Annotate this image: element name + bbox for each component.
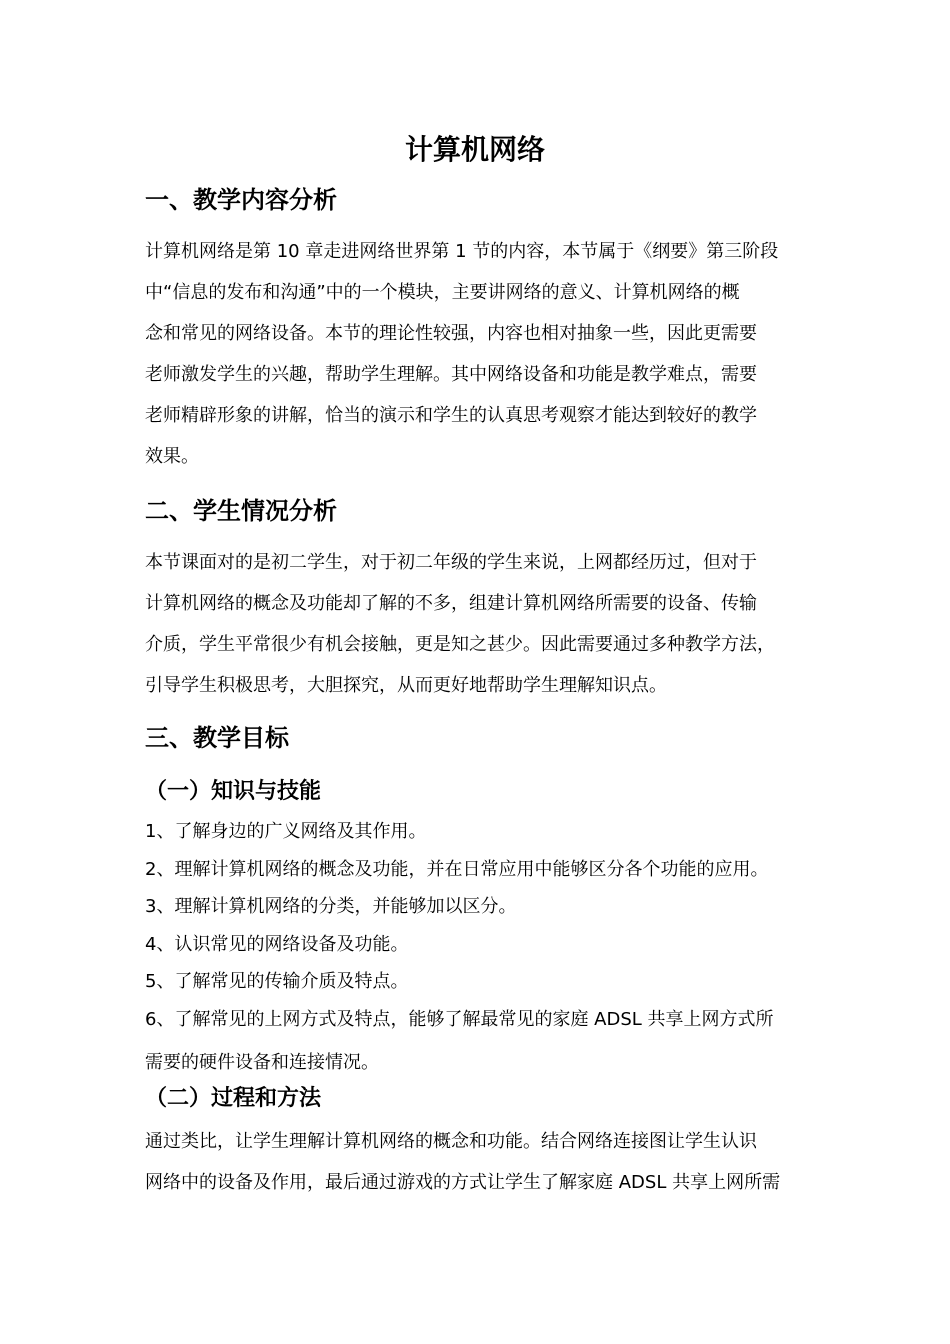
subsection-heading-knowledge-skills: （一）知识与技能 [145, 779, 322, 804]
paragraph-line: 老师激发学生的兴趣，帮助学生理解。其中网络设备和功能是教学难点，需要 [145, 364, 757, 385]
section-heading-content-analysis: 一、教学内容分析 [145, 186, 337, 214]
section-heading-student-analysis: 二、学生情况分析 [145, 497, 337, 525]
section-heading-teaching-goals: 三、教学目标 [145, 724, 289, 752]
paragraph-line: 计算机网络是第 10 章走进网络世界第 1 节的内容，本节属于《纲要》第三阶段 [145, 241, 779, 262]
paragraph-line: 念和常见的网络设备。本节的理论性较强，内容也相对抽象一些，因此更需要 [145, 323, 757, 344]
process-methods-paragraph [145, 1122, 820, 1204]
list-item: 2、理解计算机网络的概念及功能，并在日常应用中能够区分各个功能的应用。 [145, 858, 769, 880]
paragraph-line: 效果。 [145, 446, 199, 467]
knowledge-skills-list [145, 818, 820, 1084]
list-item: 6、了解常见的上网方式及特点，能够了解最常见的家庭 ADSL 共享上网方式所 [145, 1008, 774, 1030]
paragraph-line: 通过类比，让学生理解计算机网络的概念和功能。结合网络连接图让学生认识 [145, 1131, 757, 1152]
paragraph-line: 本节课面对的是初二学生，对于初二年级的学生来说，上网都经历过，但对于 [145, 552, 757, 573]
list-item: 5、了解常见的传输介质及特点。 [145, 971, 409, 992]
list-item: 3、理解计算机网络的分类，并能够加以区分。 [145, 896, 517, 917]
subsection-heading-process-methods: （二）过程和方法 [145, 1086, 322, 1111]
paragraph-line: 网络中的设备及作用，最后通过游戏的方式让学生了解家庭 ADSL 共享上网所需 [145, 1172, 781, 1193]
list-item: 4、认识常见的网络设备及功能。 [145, 933, 409, 955]
student-analysis-paragraph [145, 543, 820, 707]
document-title: 计算机网络 [404, 133, 545, 166]
paragraph-line: 计算机网络的概念及功能却了解的不多，组建计算机网络所需要的设备、传输 [145, 593, 757, 614]
list-item: 需要的硬件设备和连接情况。 [145, 1052, 379, 1073]
paragraph-line: 中“信息的发布和沟通”中的一个模块，主要讲网络的意义、计算机网络的概 [145, 282, 740, 303]
list-item: 1、了解身边的广义网络及其作用。 [145, 821, 427, 842]
paragraph-line: 引导学生积极思考，大胆探究，从而更好地帮助学生理解知识点。 [145, 675, 667, 696]
content-analysis-paragraph [145, 232, 820, 478]
paragraph-line: 介质，学生平常很少有机会接触，更是知之甚少。因此需要通过多种教学方法， [145, 634, 775, 655]
paragraph-line: 老师精辟形象的讲解，恰当的演示和学生的认真思考观察才能达到较好的教学 [145, 405, 757, 426]
